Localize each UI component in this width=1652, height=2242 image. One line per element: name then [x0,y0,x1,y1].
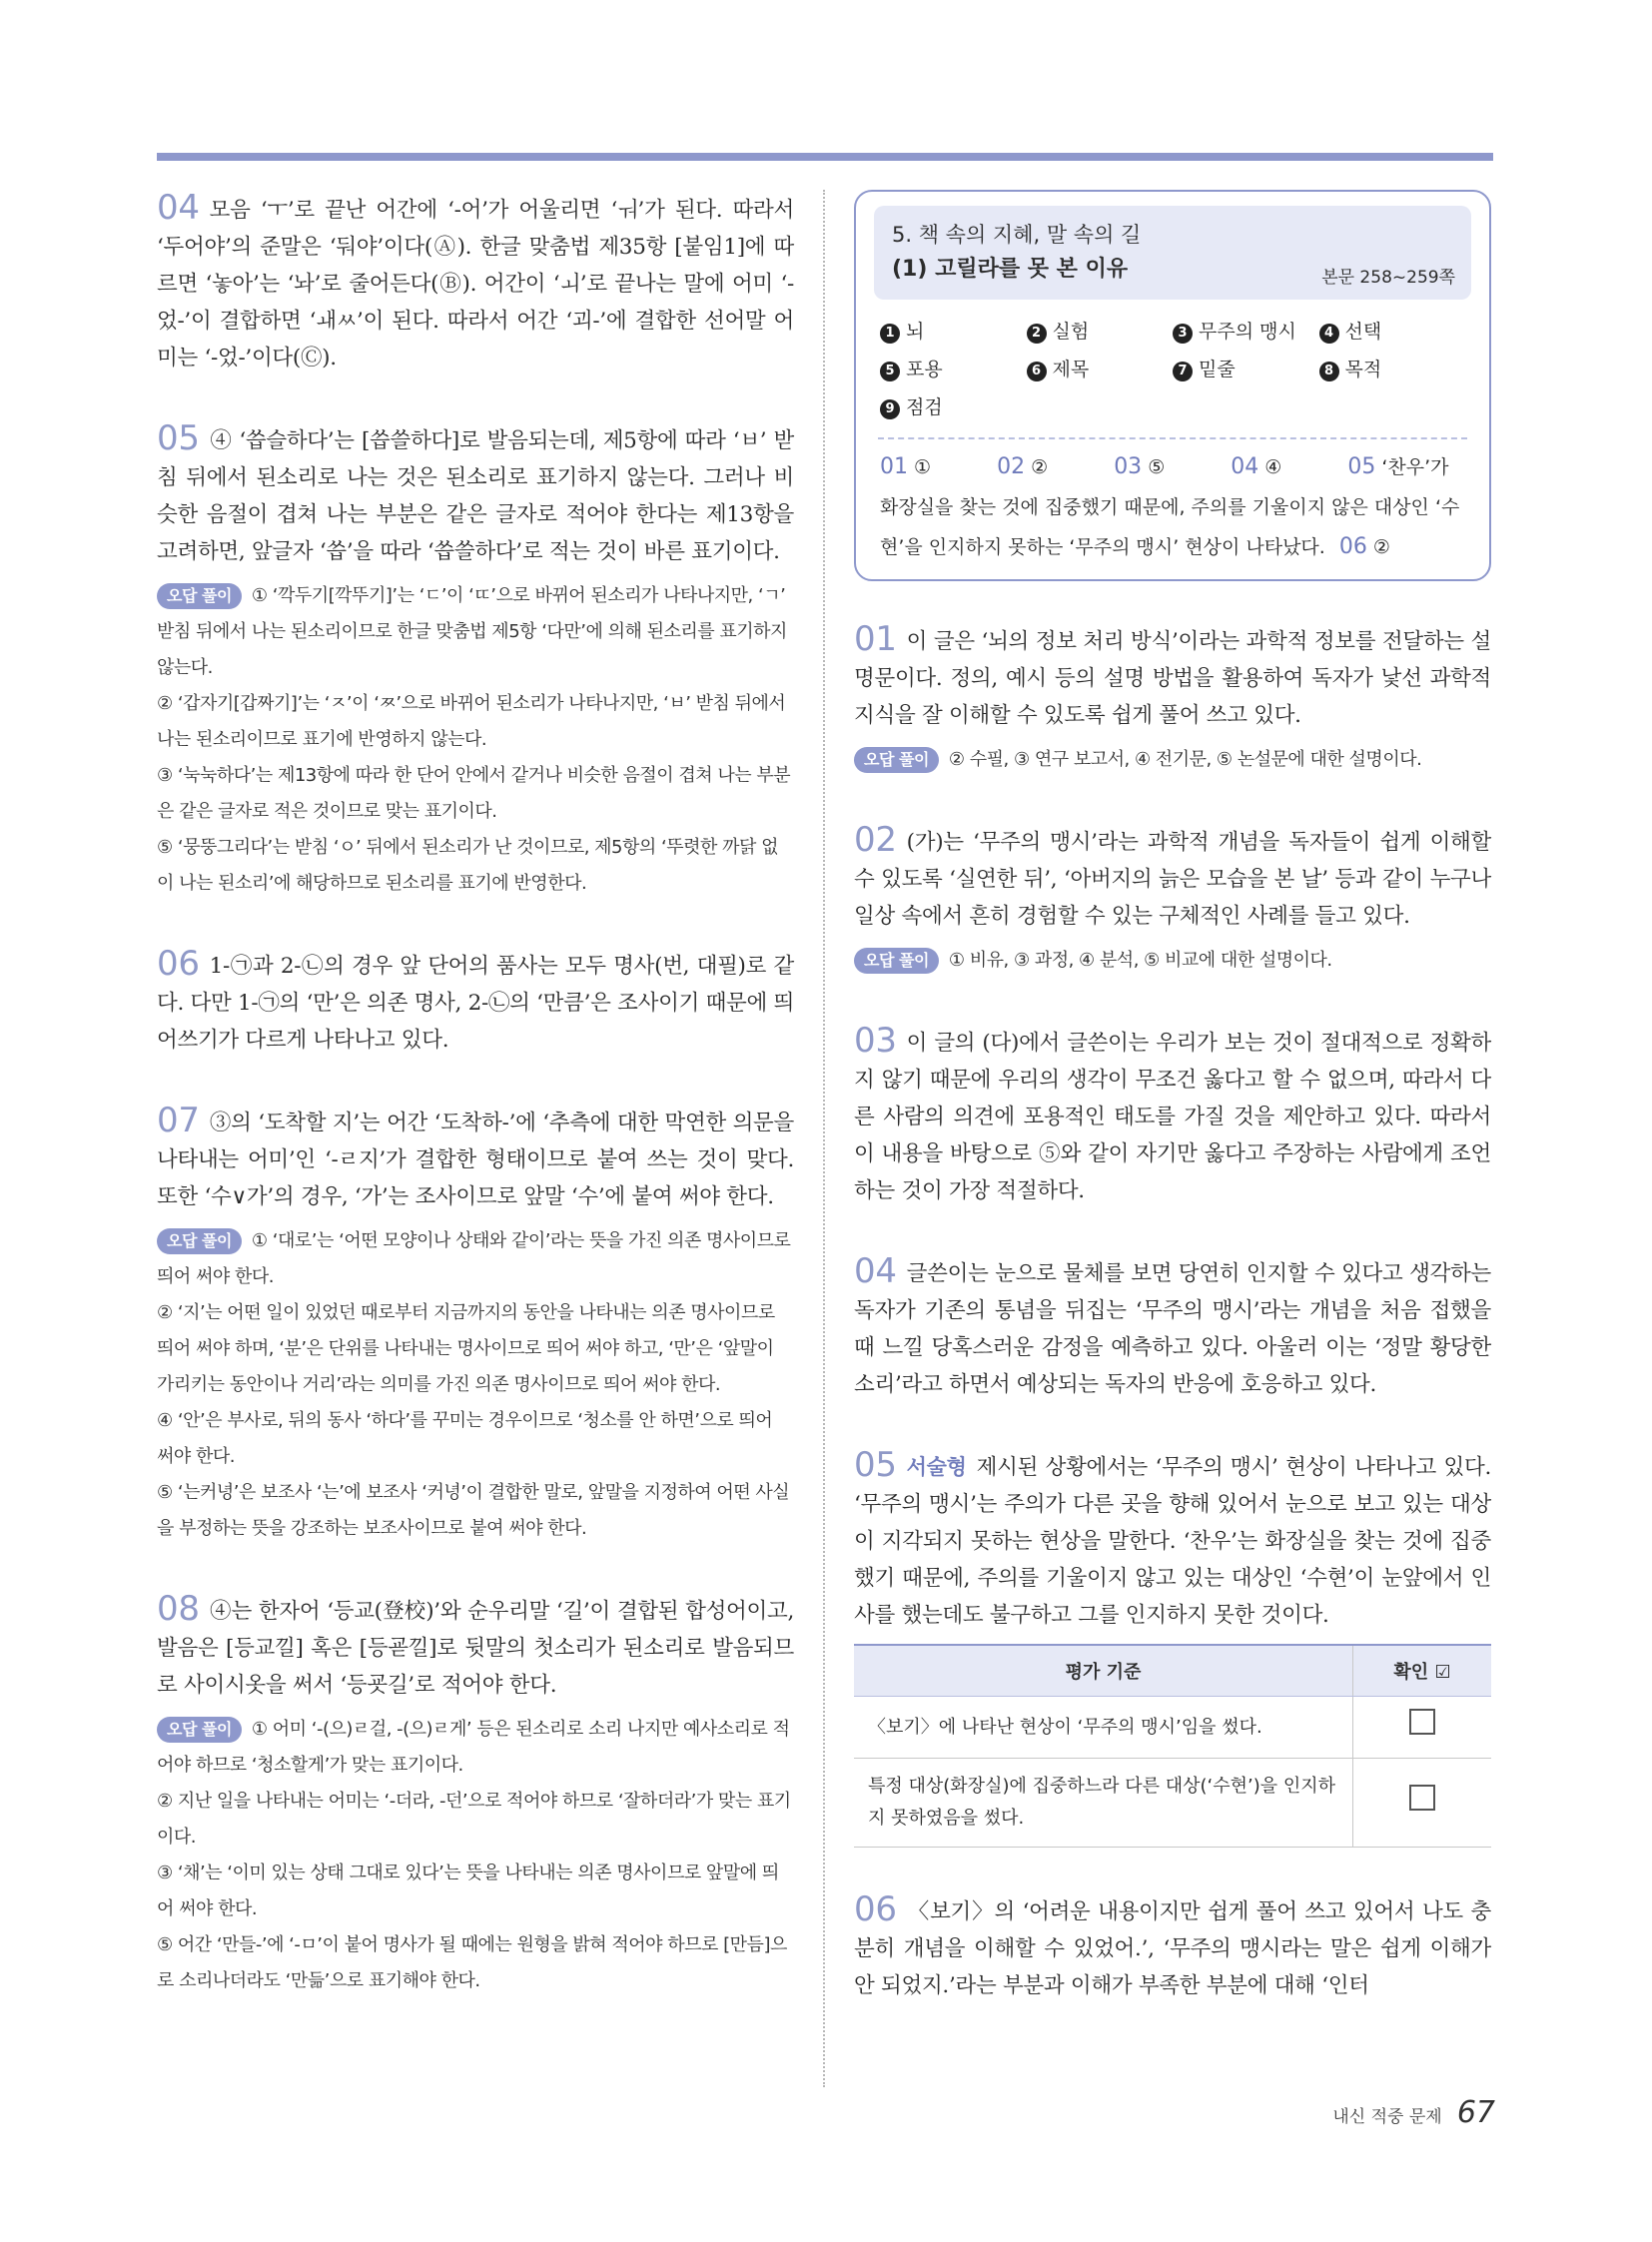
lesson-header [874,206,1471,300]
question-number: 04 [157,188,200,228]
sub-explanation: ① 비유, ③ 과정, ④ 분석, ⑤ 비교에 대한 설명이다. [948,950,1332,971]
vocab-word: 제목 [1052,359,1090,380]
answer-number: 02 [997,454,1026,479]
vocab-item [880,352,1027,387]
dashed-separator [878,437,1467,439]
sub-explanation: ② ‘갑자기[갑짜기]’는 ‘ㅈ’이 ‘ㅉ’으로 바뀌어 된소리가 나타나지만, ‘ㅂ’ 받침 뒤에서 나는 된소리이므로 표기에 반영하지 않는다. [157,693,786,750]
question-number: 05 [854,1445,897,1485]
lesson-title: (1) 고릴라를 못 본 이유 [892,257,1129,282]
explanation-text: 〈보기〉의 ‘어려운 내용이지만 쉽게 풀어 쓰고 있어서 나도 충분히 개념을 이해할 수 있었어.’, ‘무주의 맹시라는 말은 쉽게 이해가 안 되었지.’라는 부분과 이해가 부족한 부분에 대해 ‘인터 [854,1899,1491,1998]
page-reference: 본문 258~259쪽 [1321,268,1455,288]
question-05 [157,420,794,902]
explanation-text: 이 글은 ‘뇌의 정보 처리 방식’이라는 과학적 정보를 전달하는 설명문이다. 정의, 예시 등의 설명 방법을 활용하여 독자가 낯선 과학적 지식을 잘 이해할 수 있도록 쉽게 풀어 쓰고 있다. [854,629,1491,728]
sub-explanation: ③ ‘눅눅하다’는 제13항에 따라 한 단어 안에서 같거나 비슷한 음절이 겹쳐 나는 부분은 같은 글자로 적은 것이므로 맞는 표기이다. [157,765,791,822]
sub-explanation: ③ ‘채’는 ‘이미 있는 상태 그대로 있다’는 뜻을 나타내는 의존 명사이므로 앞말에 띄어 써야 한다. [157,1863,779,1919]
answer-choice: ④ [1264,456,1282,478]
right-question-01 [854,621,1491,778]
evaluation-table [854,1644,1491,1848]
wrong-answer-badge: 오답 풀이 [854,747,939,773]
answer-choice: ① [914,456,932,478]
number-circle: 6 [1027,362,1047,381]
table-row [854,1759,1491,1848]
answer-choice: ② [1031,456,1049,478]
explanation-text: 글쓴이는 눈으로 물체를 보면 당연히 인지할 수 있다고 생각하는 독자가 기존의 통념을 뒤집는 ‘무주의 맹시’라는 개념을 처음 접했을 때 느낄 당혹스러운 감정을 예측하고 있다. 아울러 이는 ‘정말 황당한 소리’라고 하면서 예상되는 독자의 반응에 호응하고 있다. [854,1261,1491,1397]
criteria-cell: 〈보기〉에 나타난 현상이 ‘무주의 맹시’임을 썼다. [854,1697,1353,1759]
vocab-item [1027,352,1174,387]
explanation-text: (가)는 ‘무주의 맹시’라는 과학적 개념을 독자들이 쉽게 이해할 수 있도록 ‘실연한 뒤’, ‘아버지의 늙은 모습을 본 날’ 등과 같이 누구나 일상 속에서 흔히 경험할 수 있는 구체적인 사례를 들고 있다. [854,830,1491,929]
checkbox-icon: ☑ [1434,1662,1451,1683]
vocab-item [1173,352,1319,387]
table-row [854,1697,1491,1759]
answer-choice: ⑤ [1148,456,1166,478]
right-column [854,190,1491,2048]
sub-explanation: ⑤ ‘뭉뚱그리다’는 받침 ‘ㅇ’ 뒤에서 된소리가 난 것이므로, 제5항의 ‘뚜렷한 까닭 없이 나는 된소리’에 해당하므로 된소리를 표기에 반영한다. [157,837,778,894]
sub-explanation: ⑤ ‘는커녕’은 보조사 ‘는’에 보조사 ‘커녕’이 결합한 말로, 앞말을 지정하여 어떤 사실을 부정하는 뜻을 강조하는 보조사이므로 붙여 써야 한다. [157,1482,790,1539]
right-question-04 [854,1253,1491,1403]
section-label: 내신 적중 문제 [1332,2107,1442,2127]
check-header-label: 확인 [1393,1662,1429,1683]
right-question-03 [854,1023,1491,1209]
explanation-text: ③의 ‘도착할 지’는 어간 ‘도착하-’에 ‘추측에 대한 막연한 의문을 나타내는 어미’인 ‘-ㄹ지’가 결합한 형태이므로 붙여 쓰는 것이 맞다. 또한 ‘수∨가’의 경우, ‘가’는 조사이므로 앞말 ‘수’에 붙여 써야 한다. [157,1111,794,1209]
explanation-text: ④ ‘씁슬하다’는 [씁쓸하다]로 발음되는데, 제5항에 따라 ‘ㅂ’ 받침 뒤에서 된소리로 나는 것은 된소리로 표기하지 않는다. 그러나 비슷한 음절이 겹쳐 나는 부분은 같은 글자로 적어야 한다는 제13항을 고려하면, 앞글자 ‘씁’을 따라 ‘씁쓸하다’로 적는 것이 바른 표기이다. [157,428,794,564]
sub-explanation: ① ‘대로’는 ‘어떤 모양이나 상태와 같이’라는 뜻을 가진 의존 명사이므로 띄어 써야 한다. [157,1230,791,1287]
question-06 [157,946,794,1059]
answer-choice: ② [1372,536,1390,558]
check-cell [1353,1759,1492,1848]
question-number: 02 [854,820,897,860]
wrong-answer-badge: 오답 풀이 [157,1717,242,1743]
vocab-word: 실험 [1052,321,1090,343]
vocab-word: 목적 [1344,359,1382,380]
vocab-word: 점검 [906,396,943,418]
page-number: 67 [1456,2095,1495,2130]
number-circle: 3 [1173,324,1193,344]
question-number: 01 [854,619,897,659]
top-rule [157,153,1493,161]
quiz-answers [874,447,1471,567]
answer-number: 03 [1114,454,1143,479]
vocab-item [1027,314,1174,350]
criteria-header: 평가 기준 [854,1645,1353,1697]
number-circle: 5 [880,362,900,381]
sub-explanation: ① 어미 ‘-(으)ㄹ걸, -(으)ㄹ게’ 등은 된소리로 소리 나지만 예사소리로 적어야 하므로 ‘청소할게’가 맞는 표기이다. [157,1719,790,1776]
wrong-answer-badge: 오답 풀이 [854,948,939,974]
vocab-item [880,314,1027,350]
check-cell [1353,1697,1492,1759]
answer-text: ‘찬우’가 화장실을 찾는 것에 집중했기 때문에, 주의를 기울이지 않은 대상인 ‘수현’을 인지하지 못하는 ‘무주의 맹시’ 현상이 나타났다. [880,456,1460,558]
number-circle: 8 [1319,362,1339,381]
explanation-text: ④는 한자어 ‘등교(登校)’와 순우리말 ‘길’이 결합된 합성어이고, 발음은 [등교낄] 혹은 [등굗낄]로 뒷말의 첫소리가 된소리로 발음되므로 사이시옷을 써서 ‘등굣길’로 적어야 한다. [157,1599,794,1698]
left-column [157,190,794,2043]
check-header [1353,1645,1492,1697]
sub-explanation: ④ ‘안’은 부사로, 뒤의 동사 ‘하다’를 꾸미는 경우이므로 ‘청소를 안 하면’으로 띄어 써야 한다. [157,1410,773,1467]
answer-number: 04 [1231,454,1259,479]
right-question-06 [854,1891,1491,2004]
criteria-cell: 특정 대상(화장실)에 집중하느라 다른 대상(‘수현’)을 인지하지 못하였음을 썼다. [854,1759,1353,1848]
number-circle: 7 [1173,362,1193,381]
question-04 [157,190,794,376]
sub-explanation: ① ‘깍두기[깍뚜기]’는 ‘ㄷ’이 ‘ㄸ’으로 바뀌어 된소리가 나타나지만, ‘ㄱ’ 받침 뒤에서 나는 된소리이므로 한글 맞춤법 제5항 ‘다만’에 의해 된소리를 표기하지 않는다. [157,585,787,678]
wrong-answer-badge: 오답 풀이 [157,1228,242,1254]
page-footer [1332,2095,1495,2130]
explanation-text: 모음 ‘ㅜ’로 끝난 어간에 ‘-어’가 어울리면 ‘ㅝ’가 된다. 따라서 ‘두어야’의 준말은 ‘둬야’이다(Ⓐ). 한글 맞춤법 제35항 [붙임1]에 따르면 ‘놓아’는 ‘놔’로 줄어든다(Ⓑ). 어간이 ‘ㅚ’로 끝나는 말에 어미 ‘-었-’이 결합하면 ‘ㅙㅆ’이 된다. 따라서 어간 ‘괴-’에 결합한 선어말 어미는 ‘-었-’이다(Ⓒ). [157,198,794,371]
sub-explanation: ② ‘지’는 어떤 일이 있었던 때로부터 지금까지의 동안을 나타내는 의존 명사이므로 띄어 써야 하며, ‘분’은 단위를 나타내는 명사이므로 띄어 써야 하고, ‘만’은 ‘앞말이 가리키는 동안이나 거리’라는 의미를 가진 의존 명사이므로 띄어 써야 한다. [157,1302,775,1395]
number-circle: 1 [880,324,900,344]
vocab-word: 포용 [906,359,943,380]
explanation-text: 1-㉠과 2-㉡의 경우 앞 단어의 품사는 모두 명사(번, 대필)로 같다. 다만 1-㉠의 ‘만’은 의존 명사, 2-㉡의 ‘만큼’은 조사이기 때문에 띄어쓰기가 다르게 나타나고 있다. [157,954,794,1053]
answer-number: 05 [1347,454,1376,479]
vocab-answers [874,300,1471,433]
wrong-answer-badge: 오답 풀이 [157,583,242,609]
question-number: 04 [854,1251,897,1291]
vocab-word: 선택 [1344,321,1382,343]
answer-summary-box [854,190,1491,581]
vocab-word: 뇌 [906,321,925,343]
question-number: 05 [157,418,200,458]
vocab-word: 무주의 맹시 [1199,321,1296,343]
vocab-item [880,389,1027,425]
answer-number: 06 [1338,534,1367,559]
vocab-word: 밑줄 [1199,359,1236,380]
column-divider [823,190,825,2087]
question-08 [157,1591,794,1999]
question-number: 06 [854,1889,897,1929]
sub-explanation: ② 수필, ③ 연구 보고서, ④ 전기문, ⑤ 논설문에 대한 설명이다. [948,749,1422,770]
question-number: 06 [157,944,200,984]
answer-number: 01 [880,454,908,479]
essay-type-tag: 서술형 [906,1455,967,1479]
number-circle: 2 [1027,324,1047,344]
question-number: 08 [157,1589,200,1629]
unit-title: 5. 책 속의 지혜, 말 속의 길 [892,223,1142,247]
question-07 [157,1103,794,1547]
sub-explanation: ⑤ 어간 ‘만들-’에 ‘-ㅁ’이 붙어 명사가 될 때에는 원형을 밝혀 적어야 하므로 [만듬]으로 소리나더라도 ‘만듦’으로 표기해야 한다. [157,1934,787,1991]
checkbox[interactable] [1409,1709,1435,1735]
right-question-05 [854,1447,1491,1848]
number-circle: 9 [880,399,900,419]
vocab-item [1319,352,1466,387]
explanation-text: 제시된 상황에서는 ‘무주의 맹시’ 현상이 나타나고 있다. ‘무주의 맹시’는 주의가 다른 곳을 향해 있어서 눈으로 보고 있는 대상이 지각되지 못하는 현상을 말한다. ‘찬우’는 화장실을 찾는 것에 집중했기 때문에, 주의를 기울이지 않고 있는 대상인 ‘수현’이 눈앞에서 인사를 했는데도 불구하고 그를 인지하지 못한 것이다. [854,1455,1491,1628]
vocab-item [1319,314,1466,350]
checkbox[interactable] [1409,1785,1435,1811]
vocab-item [1173,314,1319,350]
question-number: 03 [854,1021,897,1061]
explanation-text: 이 글의 (다)에서 글쓴이는 우리가 보는 것이 절대적으로 정확하지 않기 때문에 우리의 생각이 무조건 옳다고 할 수 없으며, 따라서 다른 사람의 의견에 포용적인 태도를 가질 것을 제안하고 있다. 따라서 이 내용을 바탕으로 ⑤와 같이 자기만 옳다고 주장하는 사람에게 조언하는 것이 가장 적절하다. [854,1031,1491,1203]
right-question-02 [854,822,1491,979]
sub-explanation: ② 지난 일을 나타내는 어미는 ‘-더라, -던’으로 적어야 하므로 ‘잘하더라’가 맞는 표기이다. [157,1791,791,1848]
number-circle: 4 [1319,324,1339,344]
question-number: 07 [157,1101,200,1140]
